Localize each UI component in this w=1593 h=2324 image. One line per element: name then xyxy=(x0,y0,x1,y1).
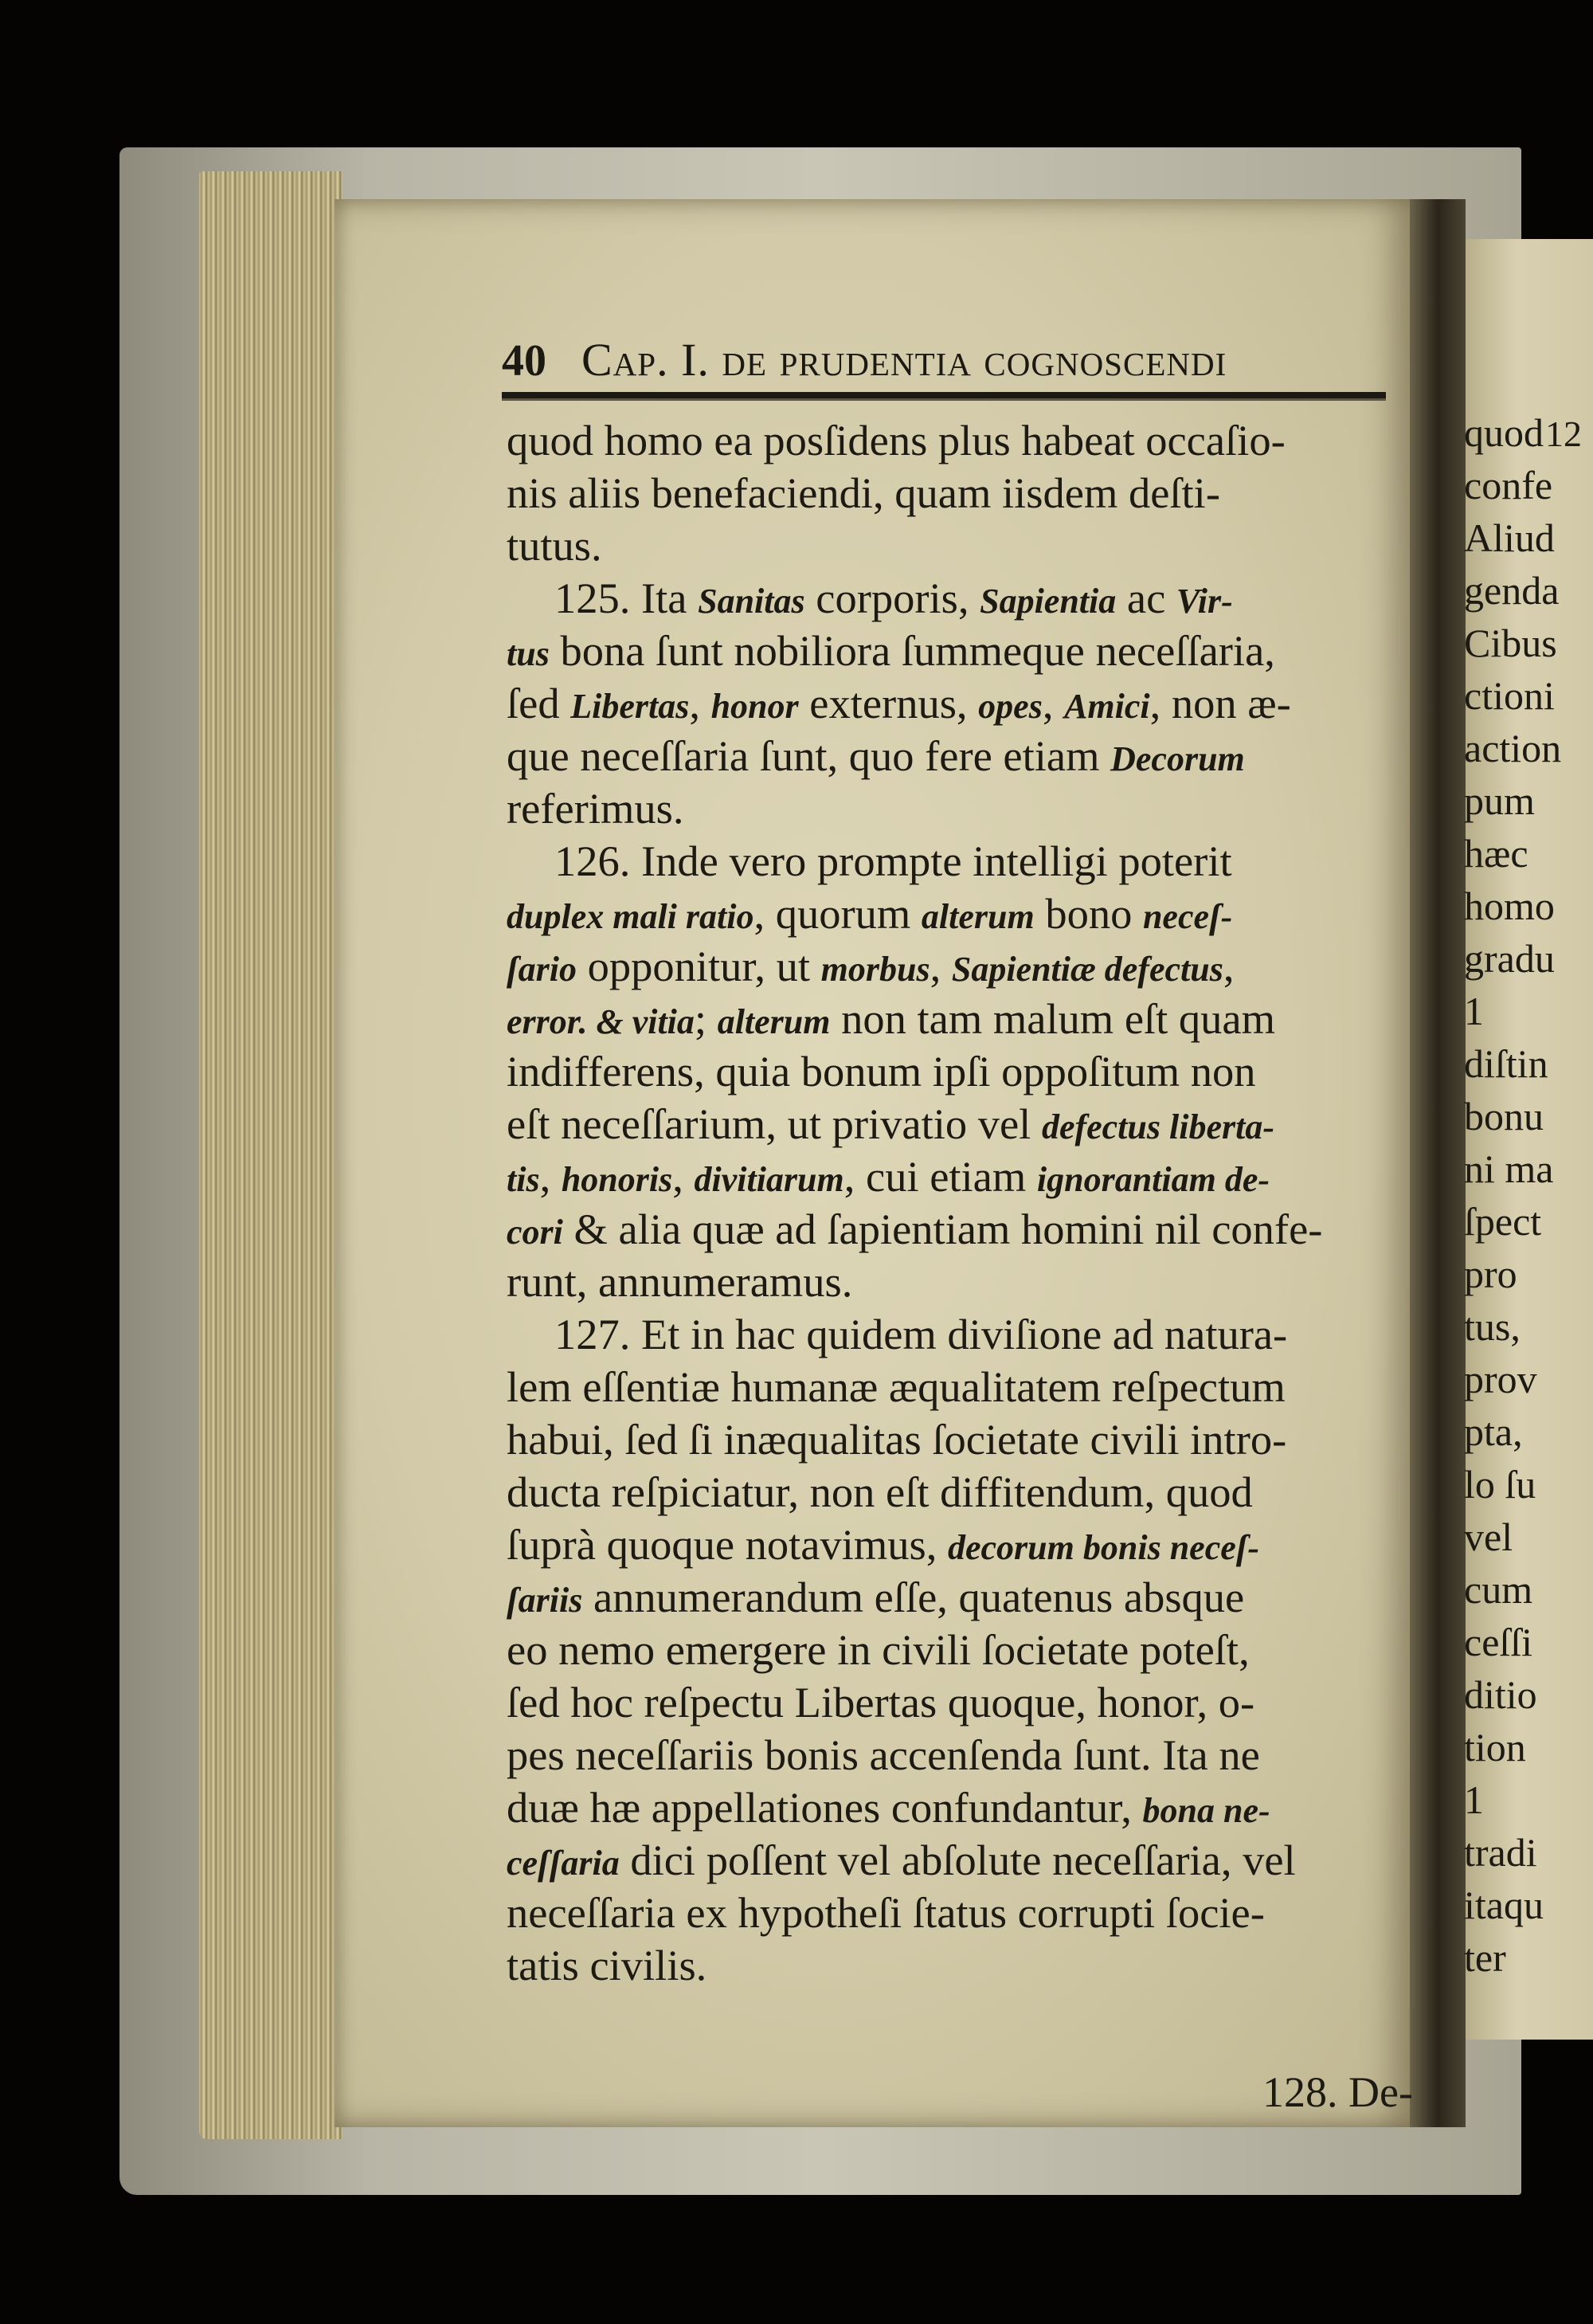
facing-line: tion xyxy=(1464,1725,1526,1769)
text-segment: , non æ- xyxy=(1149,679,1291,727)
text-segment: , xyxy=(539,1152,562,1201)
text-segment: ; xyxy=(694,994,718,1043)
text-segment: eſt neceſſarium, ut privatio vel xyxy=(507,1099,1042,1148)
text-segment: tatis civilis. xyxy=(507,1941,707,1989)
text-segment: opponitur, ut xyxy=(577,942,821,990)
body-text xyxy=(507,414,1431,1992)
text-line xyxy=(507,730,1431,782)
italic-text: alterum xyxy=(921,897,1035,936)
facing-line: homo xyxy=(1464,884,1555,928)
catchword: 128. De- xyxy=(1262,2068,1413,2116)
italic-text: divitiarum xyxy=(694,1160,844,1199)
italic-text: Sanitas xyxy=(698,582,805,621)
facing-line: tradi xyxy=(1464,1830,1537,1875)
text-segment: eo nemo emergere in civili ſocietate poteſt, xyxy=(507,1625,1250,1674)
text-segment: , xyxy=(672,1152,695,1201)
text-segment: bono xyxy=(1034,889,1143,938)
text-segment: tutus. xyxy=(507,521,602,570)
facing-line: confe xyxy=(1464,463,1553,508)
text-segment: , quorum xyxy=(753,889,922,938)
text-segment: corporis, xyxy=(804,574,980,622)
facing-line: ceſſi xyxy=(1464,1620,1533,1664)
italic-text: bona ne- xyxy=(1142,1791,1270,1830)
text-segment: bona ſunt nobiliora ſummeque neceſſaria, xyxy=(549,626,1275,675)
text-segment: dici poſſent vel abſolute neceſſaria, vel xyxy=(619,1836,1296,1884)
text-segment: ac xyxy=(1116,574,1176,622)
text-segment: , xyxy=(689,679,711,727)
text-line xyxy=(507,1045,1431,1098)
text-segment: annumerandum eſſe, quatenus absque xyxy=(582,1573,1245,1621)
facing-line: Cibus xyxy=(1464,621,1557,665)
text-line xyxy=(507,625,1431,677)
italic-text: ſario xyxy=(507,950,577,989)
text-line xyxy=(507,1256,1431,1308)
text-line xyxy=(507,1729,1431,1781)
text-segment: non tam malum eſt quam xyxy=(830,994,1276,1043)
text-segment: ſed xyxy=(507,679,571,727)
text-segment: que neceſſaria ſunt, quo fere etiam xyxy=(507,731,1111,780)
facing-line: pta, xyxy=(1464,1409,1523,1454)
chapter-title: Cap. I. de prudentia cognoscendi xyxy=(581,334,1227,386)
facing-line: action xyxy=(1464,726,1562,770)
text-segment: externus, xyxy=(798,679,979,727)
text-segment: 125. Ita xyxy=(554,574,699,622)
facing-line: itaqu xyxy=(1464,1883,1544,1927)
text-segment: quod homo ea posſidens plus habeat occaſio- xyxy=(507,416,1286,464)
text-line xyxy=(507,1466,1431,1519)
text-line xyxy=(507,1624,1431,1676)
text-line xyxy=(507,572,1431,625)
facing-line: pum xyxy=(1464,778,1535,823)
facing-line: 1 xyxy=(1464,1777,1484,1822)
text-line xyxy=(507,888,1431,940)
text-line xyxy=(507,467,1431,519)
facing-line: pro xyxy=(1464,1252,1517,1296)
italic-text: honor xyxy=(710,687,799,726)
text-segment: indifferens, quia bonum ipſi oppoſitum non xyxy=(507,1047,1256,1095)
text-segment: , cui etiam xyxy=(843,1152,1037,1201)
text-segment: nis aliis benefaciendi, quam iisdem deſti- xyxy=(507,468,1220,517)
facing-line: quod xyxy=(1464,410,1544,455)
text-segment: 127. Et in hac quidem diviſione ad natura- xyxy=(554,1310,1288,1358)
text-line xyxy=(507,1098,1431,1150)
facing-line: genda xyxy=(1464,568,1560,613)
italic-text: Decorum xyxy=(1110,739,1245,778)
italic-text: neceſ- xyxy=(1142,897,1233,936)
text-line xyxy=(507,1308,1431,1361)
italic-text: opes xyxy=(978,687,1043,726)
facing-line: lo ſu xyxy=(1464,1462,1536,1507)
text-segment: pes neceſſariis bonis accenſenda ſunt. Ita ne xyxy=(507,1730,1260,1779)
italic-text: Sapientia xyxy=(980,582,1117,621)
text-segment: , xyxy=(930,942,952,990)
facing-line: vel xyxy=(1464,1515,1513,1559)
facing-line: diſtin xyxy=(1464,1041,1548,1086)
text-line xyxy=(507,677,1431,730)
italic-text: Libertas xyxy=(570,687,690,726)
italic-text: decorum bonis neceſ- xyxy=(948,1528,1260,1567)
text-line xyxy=(507,519,1431,572)
italic-text: morbus xyxy=(820,950,930,989)
text-segment: ſuprà quoque notavimus, xyxy=(507,1520,948,1569)
facing-line: ditio xyxy=(1464,1672,1537,1717)
facing-line: prov xyxy=(1464,1357,1537,1401)
italic-text: defectus liberta- xyxy=(1041,1107,1274,1146)
facing-line: ctioni xyxy=(1464,673,1555,718)
facing-line: Aliud xyxy=(1464,515,1555,560)
italic-text: Sapientiæ defectus xyxy=(951,950,1223,989)
text-line xyxy=(507,1887,1431,1939)
text-line xyxy=(507,1571,1431,1624)
text-line xyxy=(507,1834,1431,1887)
italic-text: Vir- xyxy=(1176,582,1233,621)
italic-text: tis xyxy=(507,1160,540,1199)
text-line xyxy=(507,1781,1431,1834)
italic-text: ceſſaria xyxy=(507,1844,620,1883)
text-line xyxy=(507,835,1431,888)
text-line xyxy=(507,940,1431,993)
text-segment: , xyxy=(1042,679,1065,727)
italic-text: honoris xyxy=(561,1160,673,1199)
text-line xyxy=(507,1413,1431,1466)
text-line xyxy=(507,1150,1431,1203)
italic-text: ſariis xyxy=(507,1581,583,1620)
text-segment: neceſſaria ex hypotheſi ſtatus corrupti ſocie- xyxy=(507,1888,1265,1937)
facing-page-number: 12 xyxy=(1545,413,1582,454)
facing-line: gradu xyxy=(1464,936,1555,981)
text-segment: lem eſſentiæ humanæ æqualitatem reſpectum xyxy=(507,1362,1286,1411)
text-line xyxy=(507,414,1431,467)
italic-text: duplex mali ratio xyxy=(507,897,754,936)
facing-page-text xyxy=(1464,406,1561,1984)
italic-text: tus xyxy=(507,634,550,673)
text-line xyxy=(507,1203,1431,1256)
italic-text: error. & vitia xyxy=(507,1002,695,1041)
text-segment: ducta reſpiciatur, non eſt diffitendum, quod xyxy=(507,1468,1253,1516)
text-line xyxy=(507,1519,1431,1571)
italic-text: cori xyxy=(507,1213,563,1252)
facing-line: bonu xyxy=(1464,1094,1544,1138)
text-line xyxy=(507,1939,1431,1992)
text-segment: runt, annumeramus. xyxy=(507,1257,853,1306)
facing-line: ſpect xyxy=(1464,1199,1542,1244)
text-segment: , xyxy=(1223,942,1235,990)
header-rule xyxy=(502,392,1386,401)
page-number: 40 xyxy=(502,336,546,386)
facing-line: ni ma xyxy=(1464,1146,1554,1191)
text-line xyxy=(507,1676,1431,1729)
facing-line: 1 xyxy=(1464,989,1484,1033)
facing-line: hæc xyxy=(1464,831,1528,876)
text-segment: & alia quæ ad ſapientiam homini nil confe- xyxy=(562,1205,1323,1253)
italic-text: alterum xyxy=(717,1002,831,1041)
page-edges xyxy=(199,171,342,2139)
text-line xyxy=(507,993,1431,1045)
text-segment: referimus. xyxy=(507,784,684,833)
facing-line: tus, xyxy=(1464,1304,1521,1349)
italic-text: Amici xyxy=(1064,687,1150,726)
facing-line: ter xyxy=(1464,1935,1506,1980)
text-segment: duæ hæ appellationes confundantur, xyxy=(507,1783,1143,1832)
text-segment: 126. Inde vero prompte intelligi poterit xyxy=(554,837,1232,885)
text-line xyxy=(507,1361,1431,1413)
italic-text: ignorantiam de- xyxy=(1036,1160,1270,1199)
text-segment: ſed hoc reſpectu Libertas quoque, honor, o- xyxy=(507,1678,1255,1726)
text-segment: habui, ſed ſi inæqualitas ſocietate civili intro- xyxy=(507,1415,1287,1464)
facing-line: cum xyxy=(1464,1567,1533,1612)
text-line xyxy=(507,782,1431,835)
